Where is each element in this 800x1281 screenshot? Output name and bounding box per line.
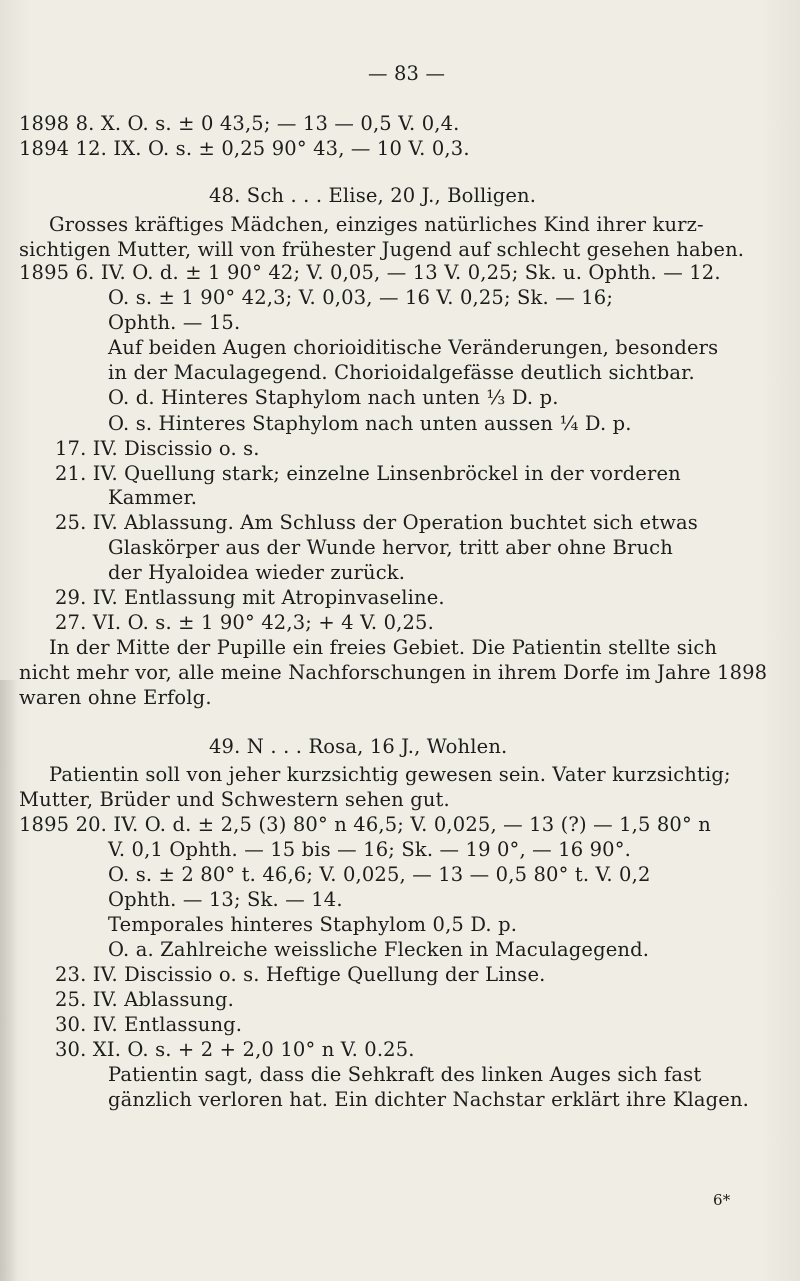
text-line: Grosses kräftiges Mädchen, einziges natürliches Kind ihrer kurz-	[49, 213, 704, 236]
text-line: nicht mehr vor, alle meine Nachforschungen in ihrem Dorfe im Jahre 1898	[19, 661, 768, 684]
text-line: der Hyaloidea wieder zurück.	[108, 561, 406, 584]
text-line: Patientin sagt, dass die Sehkraft des linken Auges sich fast	[108, 1063, 702, 1086]
text-line: 1898 8. X. O. s. ± 0 43,5; — 13 — 0,5 V. 0,4.	[19, 112, 460, 135]
text-line: 30. XI. O. s. + 2 + 2,0 10° n V. 0.25.	[55, 1038, 415, 1061]
text-line: O. a. Zahlreiche weissliche Flecken in Maculagegend.	[108, 938, 650, 961]
text-line: 30. IV. Entlassung.	[55, 1013, 243, 1036]
text-line: 1895 20. IV. O. d. ± 2,5 (3) 80° n 46,5; V. 0,025, — 13 (?) — 1,5 80° n	[19, 813, 711, 836]
text-line: 48. Sch . . . Elise, 20 J., Bolligen.	[209, 184, 537, 207]
text-line: Auf beiden Augen chorioiditische Veränderungen, besonders	[108, 336, 719, 359]
text-line: Kammer.	[108, 486, 198, 509]
text-line: Mutter, Brüder und Schwestern sehen gut.	[19, 788, 450, 811]
text-line: Patientin soll von jeher kurzsichtig gewesen sein. Vater kurzsichtig;	[49, 763, 731, 786]
text-line: Glaskörper aus der Wunde hervor, tritt aber ohne Bruch	[108, 536, 673, 559]
text-line: O. d. Hinteres Staphylom nach unten ⅓ D. p.	[108, 386, 559, 409]
text-line: 23. IV. Discissio o. s. Heftige Quellung der Linse.	[55, 963, 546, 986]
text-line: 17. IV. Discissio o. s.	[55, 437, 260, 460]
text-line: in der Maculagegend. Chorioidalgefässe deutlich sichtbar.	[108, 361, 695, 384]
text-line: O. s. Hinteres Staphylom nach unten aussen ¼ D. p.	[108, 412, 632, 435]
text-line: V. 0,1 Ophth. — 15 bis — 16; Sk. — 19 0°, — 16 90°.	[108, 838, 631, 861]
text-line: 27. VI. O. s. ± 1 90° 42,3; + 4 V. 0,25.	[55, 611, 434, 634]
text-line: 25. IV. Ablassung. Am Schluss der Operation buchtet sich etwas	[55, 511, 698, 534]
text-line: 1894 12. IX. O. s. ± 0,25 90° 43, — 10 V. 0,3.	[19, 137, 470, 160]
text-line: Temporales hinteres Staphylom 0,5 D. p.	[108, 913, 518, 936]
text-line: Ophth. — 15.	[108, 311, 241, 334]
page-binding-shadow	[0, 680, 18, 1281]
text-line: 29. IV. Entlassung mit Atropinvaseline.	[55, 586, 445, 609]
text-line: gänzlich verloren hat. Ein dichter Nachstar erklärt ihre Klagen.	[108, 1088, 750, 1111]
text-line: 25. IV. Ablassung.	[55, 988, 234, 1011]
text-line: In der Mitte der Pupille ein freies Gebiet. Die Patientin stellte sich	[49, 636, 718, 659]
text-line: 49. N . . . Rosa, 16 J., Wohlen.	[209, 735, 508, 758]
text-line: O. s. ± 2 80° t. 46,6; V. 0,025, — 13 — 0,5 80° t. V. 0,2	[108, 863, 651, 886]
page-number: — 83 —	[368, 62, 446, 85]
signature-mark: 6*	[713, 1191, 731, 1209]
text-line: sichtigen Mutter, will von frühester Jugend auf schlecht gesehen haben.	[19, 238, 745, 261]
text-line: 21. IV. Quellung stark; einzelne Linsenbröckel in der vorderen	[55, 462, 681, 485]
text-line: O. s. ± 1 90° 42,3; V. 0,03, — 16 V. 0,25; Sk. — 16;	[108, 286, 614, 309]
text-line: 1895 6. IV. O. d. ± 1 90° 42; V. 0,05, — 13 V. 0,25; Sk. u. Ophth. — 12.	[19, 261, 721, 284]
text-line: Ophth. — 13; Sk. — 14.	[108, 888, 343, 911]
text-line: waren ohne Erfolg.	[19, 686, 212, 709]
